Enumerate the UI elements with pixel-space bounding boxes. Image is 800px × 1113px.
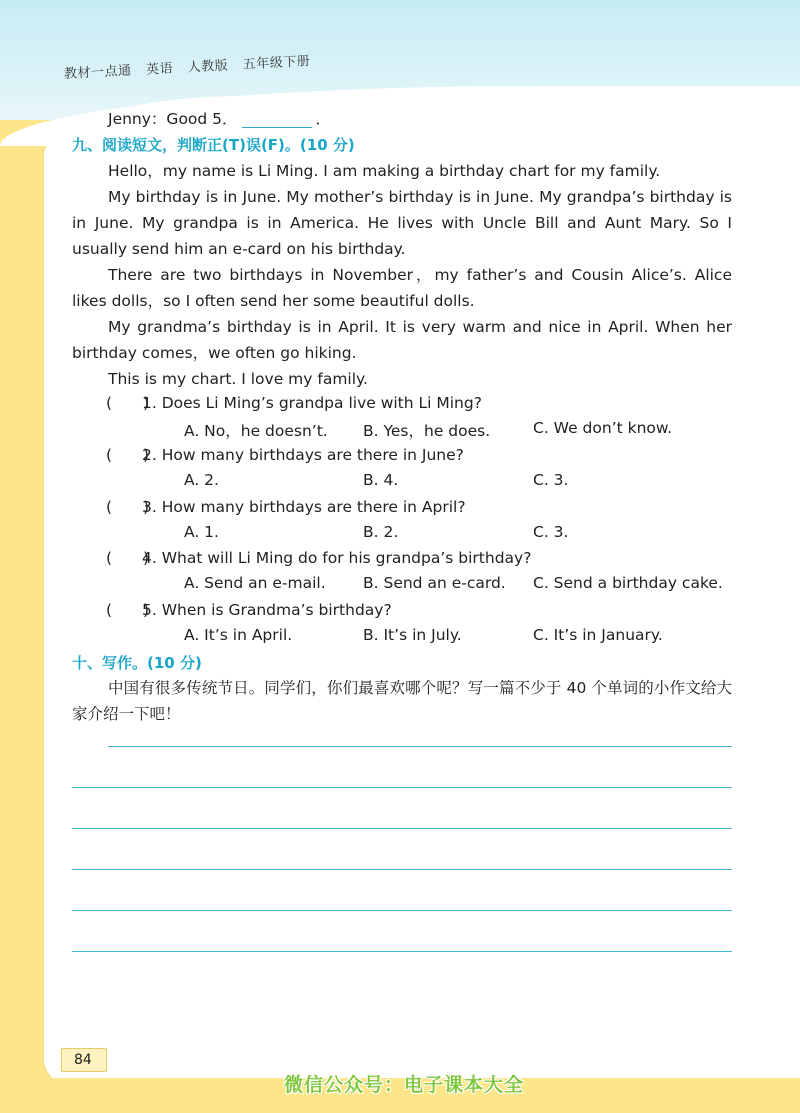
question-1 — [106, 393, 482, 413]
q2-option-b: B. 4. — [363, 471, 399, 489]
q3-option-a: A. 1. — [184, 523, 219, 541]
q5-option-b: B. It’s in July. — [363, 626, 462, 644]
q3-option-c: C. 3. — [533, 523, 569, 541]
writing-line[interactable] — [72, 828, 732, 829]
passage-paragraph-3: There are two birthdays in November，my father’s and Cousin Alice’s. Alice likes dolls，so I often send her some beautiful dolls. — [72, 266, 732, 310]
q4-option-b: B. Send an e-card. — [363, 574, 506, 592]
answer-blank[interactable] — [242, 111, 312, 128]
passage-paragraph-5: This is my chart. I love my family. — [108, 370, 368, 388]
question-text: 1. Does Li Ming’s grandpa live with Li Ming? — [142, 394, 482, 412]
q4-option-a: A. Send an e-mail. — [184, 574, 326, 592]
answer-paren[interactable]: ( ) — [106, 394, 150, 412]
header-grade: 五年级下册 — [242, 54, 311, 73]
answer-paren[interactable]: ( ) — [106, 446, 150, 464]
header-subject: 英语 — [145, 61, 174, 78]
watermark: 微信公众号：电子课本大全 — [284, 1074, 525, 1096]
section9-title: 九、阅读短文，判断正(T)误(F)。(10 分) — [72, 136, 355, 154]
passage-paragraph-2: My birthday is in June. My mother’s birthday is in June. My grandpa’s birthday is in June. My grandpa is in America. He lives with Uncle Bill and Aunt Mary. So I usually send him an e-card on his birthday. — [72, 188, 732, 258]
answer-paren[interactable]: ( ) — [106, 498, 150, 516]
q5-option-a: A. It’s in April. — [184, 626, 293, 644]
passage-paragraph-4: My grandma’s birthday is in April. It is very warm and nice in April. When her birthday comes，we often go hiking. — [72, 318, 732, 362]
question-2 — [106, 445, 464, 465]
q1-option-b: B. Yes，he does. — [363, 422, 491, 440]
question-text: 3. How many birthdays are there in April? — [142, 498, 466, 516]
writing-line[interactable] — [72, 951, 732, 952]
answer-paren[interactable]: ( ) — [106, 549, 150, 567]
q4-option-c: C. Send a birthday cake. — [533, 574, 723, 592]
writing-line[interactable] — [108, 746, 732, 747]
q2-option-c: C. 3. — [533, 471, 569, 489]
prev-item-text: Jenny：Good 5． — [108, 110, 238, 128]
question-3 — [106, 497, 466, 517]
writing-prompt: 中国有很多传统节日。同学们，你们最喜欢哪个呢？写一篇不少于 40 个单词的小作文给大家介绍一下吧！ — [72, 679, 732, 723]
question-5 — [106, 600, 392, 620]
question-text: 2. How many birthdays are there in June? — [142, 446, 464, 464]
writing-line[interactable] — [72, 910, 732, 911]
question-text: 4. What will Li Ming do for his grandpa’s birthday? — [142, 549, 532, 567]
writing-line[interactable] — [72, 787, 732, 788]
q5-option-c: C. It’s in January. — [533, 626, 663, 644]
q2-option-a: A. 2. — [184, 471, 219, 489]
q1-option-c: C. We don’t know. — [533, 419, 673, 437]
passage-paragraph-1: Hello，my name is Li Ming. I am making a birthday chart for my family. — [108, 162, 661, 180]
question-text: 5. When is Grandma’s birthday? — [142, 601, 392, 619]
header-edition: 人教版 — [187, 58, 229, 76]
question-4 — [106, 548, 531, 568]
answer-paren[interactable]: ( ) — [106, 601, 150, 619]
section10-title: 十、写作。(10 分) — [72, 654, 202, 672]
q3-option-b: B. 2. — [363, 523, 399, 541]
prev-item-line — [108, 109, 331, 129]
prev-item-end: ． — [315, 110, 332, 128]
page-number: 84 — [61, 1048, 107, 1072]
q1-option-a: A. No，he doesn’t. — [184, 422, 328, 440]
header-book: 教材一点通 — [63, 63, 132, 82]
writing-line[interactable] — [72, 869, 732, 870]
